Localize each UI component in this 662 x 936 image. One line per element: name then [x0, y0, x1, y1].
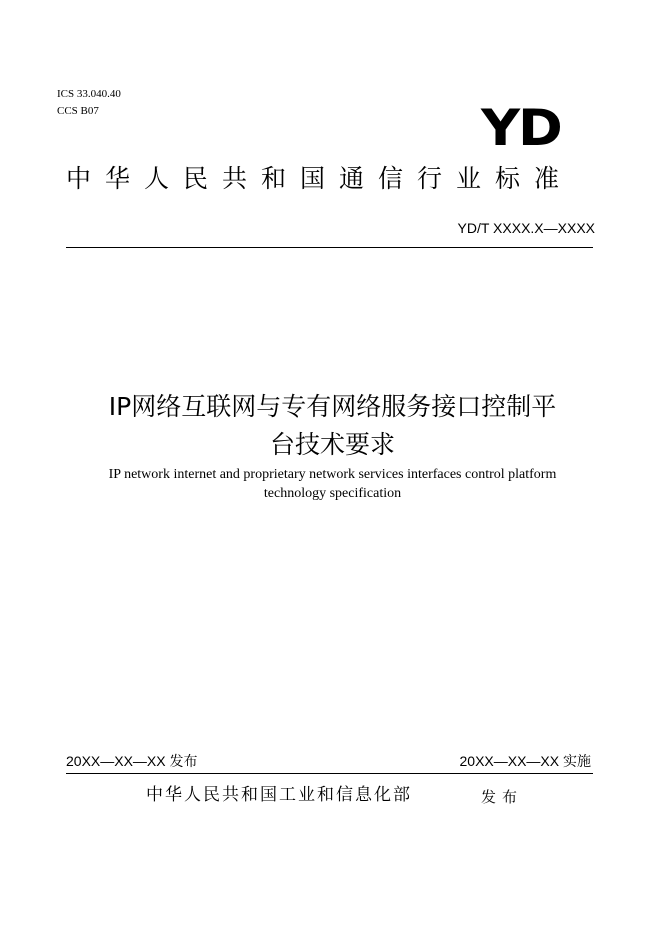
issuing-authority: 中华人民共和国工业和信息化部	[146, 785, 412, 805]
standard-number: YD/T XXXX.X—XXXX	[457, 220, 595, 236]
ics-code: ICS 33.040.40	[57, 88, 121, 100]
bottom-divider	[66, 773, 593, 774]
title-english-line-1: IP network internet and proprietary network services interfaces control platform	[108, 467, 557, 482]
document-title-english	[60, 465, 605, 503]
ccs-code: CCS B07	[57, 105, 99, 117]
issue-label: 发布	[481, 788, 524, 806]
top-divider	[66, 247, 593, 248]
yd-logo: YD	[481, 99, 561, 157]
industry-standard-heading: 中华人民共和国通信行业标准	[66, 164, 574, 193]
publish-date: 20XX—XX—XX 发布	[66, 753, 198, 769]
title-english-line-2: technology specification	[263, 486, 402, 501]
title-chinese-line-1: IP网络互联网与专有网络服务接口控制平	[108, 392, 557, 421]
implement-date: 20XX—XX—XX 实施	[459, 753, 591, 769]
title-chinese-line-2: 台技术要求	[269, 430, 395, 459]
document-title-chinese	[60, 388, 605, 464]
